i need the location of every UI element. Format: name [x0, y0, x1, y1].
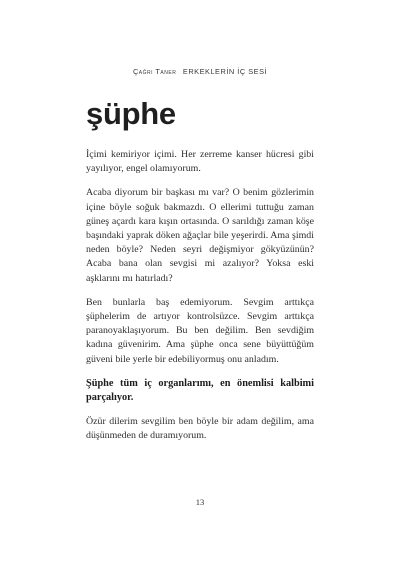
running-header — [0, 67, 400, 76]
header-author: Çağrı Taner — [132, 67, 177, 76]
page-number: 13 — [195, 497, 205, 507]
body-text — [86, 148, 314, 454]
paragraph-bold-statement: Şüphe tüm iç organlarımı, en önemlisi kalbimi parçalıyor. — [86, 377, 314, 404]
paragraph-1: İçimi kemiriyor içimi. Her zerreme kanser hücresi gibi yayılıyor, engel olamıyorum. — [86, 149, 314, 175]
chapter-title: şüphe — [86, 96, 176, 131]
paragraph-3: Ben bunlarla baş edemiyorum. Sevgim arttıkça şüphelerim de artıyor kontrolsüzce. Sevgim arttıkça paranoyaklaşıyorum. Bu ben değilim. Ben sevdiğim kadına güvenirim. Ama şüphe onca sene büyüttüğüm güveni bile yerle bir edebiliyormuş onu anladım. — [86, 296, 314, 365]
header-book-title: ERKEKLERİN İÇ SESİ — [182, 67, 268, 76]
paragraph-2: Acaba diyorum bir başkası mı var? O benim gözlerimin içine böyle soğuk bakmazdı. O ellerimi tuttuğu zaman güneş açardı kara kışın ortasında. O sarıldığı zaman köşe başındaki yaprak döken ağaçlar bile yeşerirdi. Ama şimdi neden böyle? Neden seyri değişmiyor gökyüzünün? Acaba bana olan sevgisi mi azalıyor? Yoksa eski aşklarını mı hatırladı? — [86, 187, 314, 284]
paragraph-5: Özür dilerim sevgilim ben böyle bir adam değilim, ama düşünmeden de duramıyorum. — [86, 416, 314, 442]
